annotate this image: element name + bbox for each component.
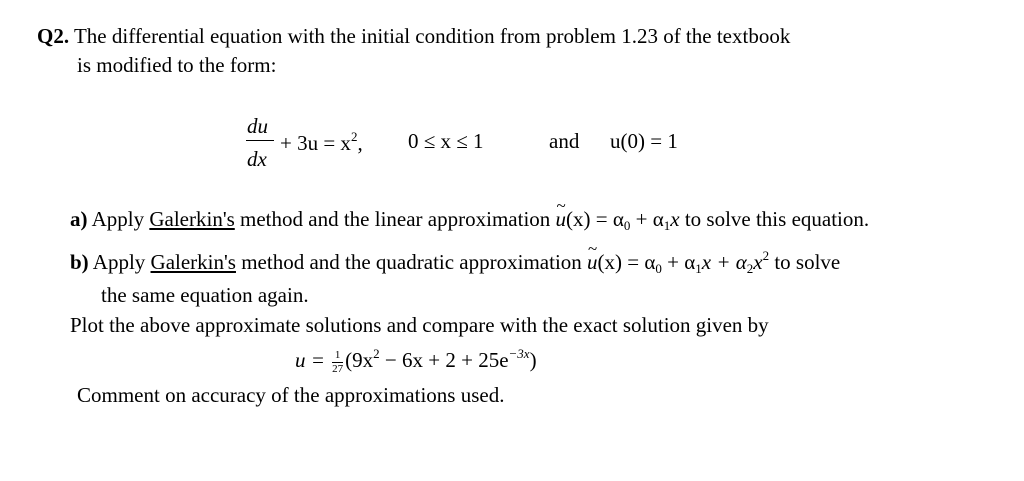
part-a-sub0: 0 (623, 218, 631, 233)
part-b-line-2: the same equation again. (101, 283, 309, 307)
question-number: Q2. (37, 24, 70, 48)
eq-rhs (280, 129, 363, 156)
eq-rhs-comma: , (357, 131, 363, 155)
exact-fraction (332, 350, 343, 375)
part-b-plus1: + α (661, 250, 696, 274)
plot-instruction: Plot the above approximate solutions and compare with the exact solution given by (70, 313, 769, 337)
part-b-x2: x (753, 250, 763, 274)
part-b-text-2: method and the quadratic approximation (241, 250, 582, 274)
part-b-text-1: Apply (92, 250, 146, 274)
part-b-text-3: to solve (774, 250, 841, 274)
exact-body-2: − 6x + 2 + 25e (379, 348, 509, 372)
eq-rhs-main: + 3u = x (280, 131, 351, 155)
part-a-sub1: 1 (663, 218, 671, 233)
part-a-x: x (670, 207, 680, 231)
eq-and: and (549, 129, 580, 153)
exact-body-1: (9x (345, 348, 374, 372)
part-b-x1: x + α (701, 250, 747, 274)
eq-initial-condition: u(0) = 1 (610, 129, 678, 153)
comment-instruction: Comment on accuracy of the approximations used. (77, 383, 505, 407)
exact-frac-num: 1 (334, 348, 341, 361)
exact-lhs: u = (295, 348, 325, 372)
part-a-text-1: Apply (91, 207, 145, 231)
question-line-1 (37, 24, 790, 49)
part-b-u-tilde: ~ u (587, 250, 598, 275)
exact-solution (295, 346, 537, 375)
part-a (70, 207, 869, 234)
exact-exp-2: −3x (508, 346, 530, 361)
exact-frac-den: 27 (332, 362, 344, 375)
part-a-text-3: to solve this equation. (684, 207, 870, 231)
part-a-label: a) (70, 207, 88, 231)
part-a-text-2: method and the linear approximation (240, 207, 551, 231)
exact-exp-1: 2 (373, 346, 380, 361)
eq-numerator: du (247, 114, 268, 138)
part-b (70, 248, 840, 277)
eq-rhs-exponent: 2 (350, 129, 358, 144)
eq-domain: 0 ≤ x ≤ 1 (408, 129, 484, 153)
part-b-sub1: 1 (695, 261, 702, 276)
part-a-approx: (x) = α (566, 207, 624, 231)
part-b-sub2: 2 (746, 261, 754, 276)
question-text-1: The differential equation with the initial condition from problem 1.23 of the textbook (73, 24, 791, 48)
part-b-sub0: 0 (655, 261, 662, 276)
part-a-galerkin: Galerkin's (149, 207, 235, 231)
eq-fraction-bar (246, 140, 274, 141)
eq-denominator: dx (247, 147, 267, 171)
part-b-galerkin: Galerkin's (150, 250, 236, 274)
part-a-u-tilde: ~ u (556, 207, 567, 232)
part-b-exp2: 2 (762, 248, 770, 263)
part-a-plus: + α (630, 207, 664, 231)
part-b-label: b) (70, 250, 89, 274)
question-line-2: is modified to the form: (77, 53, 277, 77)
exact-close: ) (529, 348, 537, 372)
part-b-approx: (x) = α (597, 250, 656, 274)
